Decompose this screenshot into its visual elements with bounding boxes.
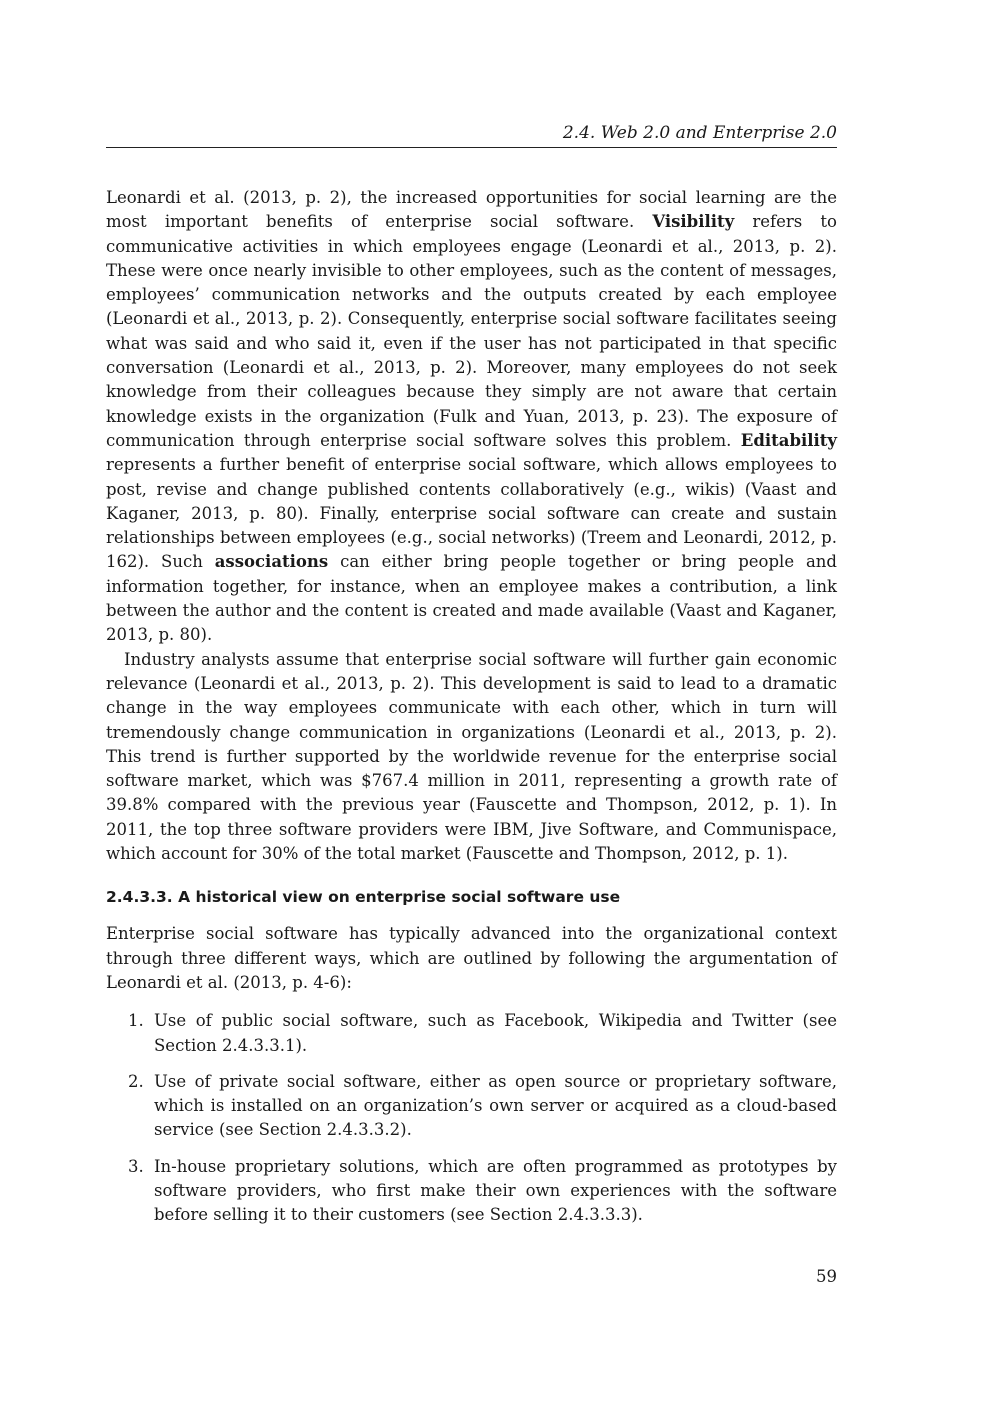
paragraph-text: can either bring people together or bring people and information together, for instance, when an employee makes a contribution, a link between the author and the content is created and made available (Vaast and Kaganer, 2013, p. 80). [106, 552, 837, 645]
list-item-text: In-house proprietary solutions, which are often programmed as prototypes by software providers, who first make their own experiences with the software before selling it to their customers (see Section 2.4.3.3.3). [154, 1156, 837, 1225]
body-text [106, 186, 837, 1240]
page-header [106, 121, 837, 148]
term-editability: Editability [740, 430, 837, 450]
paragraph-text: refers to communicative activities in which employees engage (Leonardi et al., 2013, p. 2). These were once nearly invisible to other employees, such as the content of messages, employees’ communication networks and the outputs created by each employee (Leonardi et al., 2013, p. 2). Consequently, enterprise social software facilitates seeing what was said and who said it, even if the user has not participated in that specific conversation (Leonardi et al., 2013, p. 2). Moreover, many employees do not seek knowledge from their colleagues because they simply are not aware that certain knowledge exists in the organization (Fulk and Yuan, 2013, p. 23). The exposure of communication through enterprise social software solves this problem. [106, 212, 837, 450]
section-heading: 2.4.3.3. A historical view on enterprise social software use [106, 888, 621, 907]
paragraph-benefits [106, 186, 837, 648]
paragraph-text: represents a further benefit of enterprise social software, which allows employees to post, revise and change published contents collaboratively (e.g., wikis) (Vaast and Kaganer, 2013, p. 80). Finally, enterprise social software can create and sustain relationships between employees (e.g., social networks) (Treem and Leonardi, 2012, p. 162). Such [106, 455, 837, 572]
section-intro: Enterprise social software has typically advanced into the organizational context through three different ways, which are outlined by following the argumentation of Leonardi et al. (2013, p. 4-6): [106, 924, 837, 992]
list-item-number: 2. [128, 1071, 144, 1091]
page-number: 59 [816, 1267, 837, 1286]
list-item [106, 1009, 837, 1058]
list-item [106, 1155, 837, 1228]
list-item-number: 1. [128, 1011, 144, 1031]
enumerated-list [106, 1009, 837, 1227]
term-associations: associations [214, 552, 329, 572]
list-item-text: Use of public social software, such as Facebook, Wikipedia and Twitter (see Section 2.4.3.3.1). [154, 1011, 837, 1055]
paragraph-industry: Industry analysts assume that enterprise social software will further gain economic relevance (Leonardi et al., 2013, p. 2). This development is said to lead to a dramatic change in the way employees communicate with each other, which in turn will tremendously change communication in organizations (Leonardi et al., 2013, p. 2). This trend is further supported by the worldwide revenue for the enterprise social software market, which was $767.4 million in 2011, representing a growth rate of 39.8% compared with the previous year (Fauscette and Thompson, 2012, p. 1). In 2011, the top three software providers were IBM, Jive Software, and Communispace, which account for 30% of the total market (Fauscette and Thompson, 2012, p. 1). [106, 649, 837, 864]
list-item-text: Use of private social software, either as open source or proprietary software, which is installed on an organization’s own server or acquired as a cloud-based service (see Section 2.4.3.3.2). [154, 1071, 837, 1140]
running-head: 2.4. Web 2.0 and Enterprise 2.0 [562, 123, 837, 143]
paragraph-text: Leonardi et al. (2013, p. 2), the increased opportunities for social learning are the most important benefits of enterprise social software. [106, 188, 837, 232]
list-item-number: 3. [128, 1156, 144, 1176]
list-item [106, 1070, 837, 1143]
term-visibility: Visibility [652, 212, 735, 232]
